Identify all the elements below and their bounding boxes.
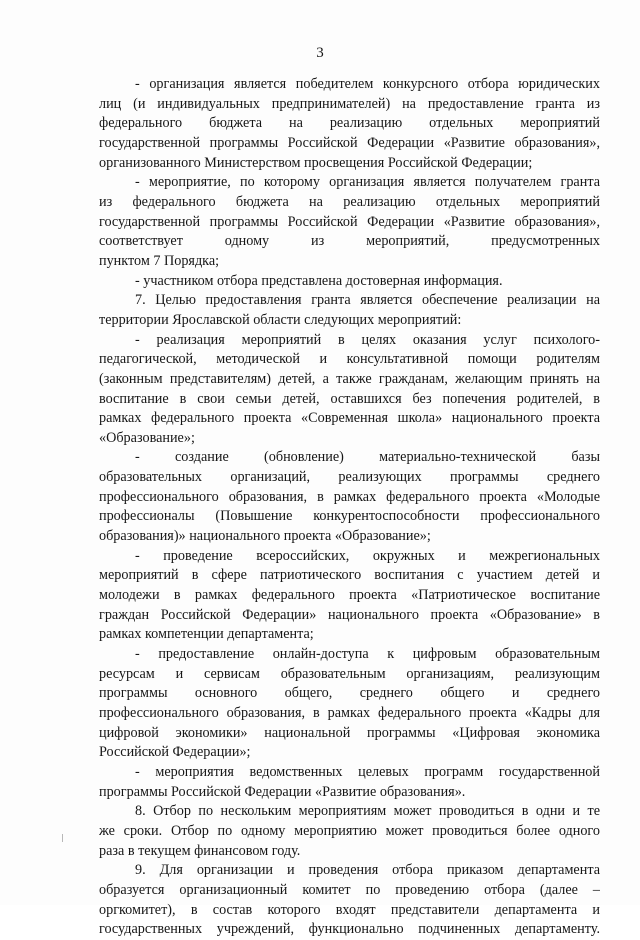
- text-line: граждан Российской Федерации» национального проекта «Образование» в: [99, 606, 600, 623]
- text-line: образуется организационный комитет по проведению отбора (далее –: [99, 881, 600, 898]
- text-line: профессионального образования, в рамках федерального проекта «Молодые: [99, 488, 600, 505]
- paragraph-reliable-info-condition: [99, 272, 600, 292]
- text-line: государственной программы Российской Федерации «Развитие образования»,: [99, 213, 600, 230]
- text-line: лиц (и индивидуальных предпринимателей) на предоставление гранта из: [99, 95, 600, 112]
- text-line: цифровой экономики» национальной программы «Цифровая экономика: [99, 724, 600, 741]
- text-line: ресурсам и сервисам образовательным организациям, реализующим: [99, 665, 600, 682]
- text-line: педагогической, методической и консультативной помощи родителям: [99, 351, 600, 368]
- text-line: рамках компетенции департамента;: [99, 626, 314, 643]
- text-line: организованного Министерством просвещения Российской Федерации;: [99, 154, 533, 171]
- text-line: воспитание в свои семьи детей, оставшихся без попечения родителей, в: [99, 390, 600, 407]
- paragraph-psychological-help: [99, 331, 600, 449]
- text-line: оргкомитет), в состав которого входят представители департамента и: [99, 901, 600, 918]
- text-line: - мероприятия ведомственных целевых программ государственной: [135, 763, 600, 780]
- paragraph-item-7: [99, 291, 600, 330]
- paragraph-item-8: [99, 802, 600, 861]
- text-line: - организация является победителем конкурсного отбора юридических: [135, 76, 600, 92]
- text-line: - мероприятие, по которому организация является получателем гранта: [135, 174, 600, 191]
- text-line: - проведение всероссийских, окружных и межрегиональных: [135, 547, 600, 564]
- paragraph-material-base: [99, 448, 600, 546]
- text-line: «Образование»;: [99, 429, 195, 446]
- text-line: 7. Целью предоставления гранта является обеспечение реализации на: [135, 292, 600, 309]
- text-line: профессионалы (Повышение конкурентоспособности профессионального: [99, 508, 600, 525]
- text-line: федерального бюджета на реализацию отдельных мероприятий: [99, 115, 600, 132]
- text-line: - предоставление онлайн-доступа к цифровым образовательным: [135, 646, 600, 663]
- text-line: соответствует одному из мероприятий, предусмотренных: [99, 233, 600, 250]
- text-line: Российской Федерации»;: [99, 744, 251, 761]
- text-line: государственных учреждений, функционально подчиненных департаменту.: [99, 921, 600, 938]
- scan-artifact: [62, 834, 63, 842]
- text-line: же сроки. Отбор по одному мероприятию может проводиться более одного: [99, 822, 600, 839]
- text-line: территории Ярославской области следующих мероприятий:: [99, 311, 462, 328]
- text-line: программы Российской Федерации «Развитие образования».: [99, 783, 466, 800]
- text-line: рамках федерального проекта «Современная школа» национального проекта: [99, 410, 600, 427]
- paragraph-item-9: [99, 861, 600, 940]
- paragraph-grant-winner-condition: [99, 75, 600, 173]
- text-line: раза в текущем финансовом году.: [99, 842, 301, 859]
- text-line: молодежи в рамках федерального проекта «Патриотическое воспитание: [99, 587, 600, 604]
- paragraph-digital-access: [99, 645, 600, 763]
- text-line: пунктом 7 Порядка;: [99, 252, 220, 269]
- paragraph-patriotic-events: [99, 547, 600, 645]
- text-line: государственной программы Российской Федерации «Развитие образования»,: [99, 134, 600, 151]
- document-body: [99, 75, 600, 940]
- text-line: образовательных организаций, реализующих программы среднего: [99, 469, 600, 486]
- text-line: - реализация мероприятий в целях оказания услуг психолого-: [135, 331, 600, 348]
- text-line: мероприятий в сфере патриотического воспитания с участием детей и: [99, 567, 600, 584]
- text-line: 9. Для организации и проведения отбора приказом департамента: [135, 862, 600, 879]
- text-line: 8. Отбор по нескольким мероприятиям может проводиться в одни и те: [135, 803, 600, 820]
- text-line: (законным представителям) детей, а также гражданам, желающим принять на: [99, 370, 600, 387]
- text-line: - участником отбора представлена достоверная информация.: [135, 272, 503, 289]
- text-line: профессионального образования, в рамках федерального проекта «Кадры для: [99, 705, 600, 721]
- paragraph-activity-condition: [99, 173, 600, 271]
- page-number: 3: [316, 45, 324, 61]
- text-line: - создание (обновление) материально-технической базы: [135, 449, 600, 466]
- text-line: программы основного общего, среднего общего и среднего: [99, 685, 600, 702]
- text-line: образования)» национального проекта «Образование»;: [99, 528, 431, 545]
- text-line: из федерального бюджета на реализацию отдельных мероприятий: [99, 193, 600, 210]
- paragraph-departmental-programs: [99, 763, 600, 802]
